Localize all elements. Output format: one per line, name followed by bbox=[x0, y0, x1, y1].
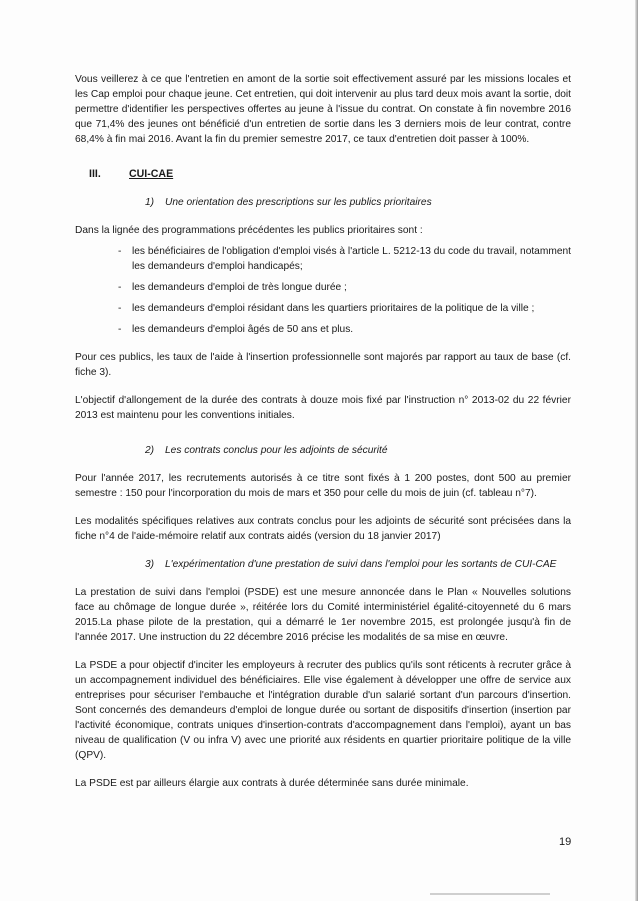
list-item: - les bénéficiaires de l'obligation d'emploi visés à l'article L. 5212-13 du code du travail, notamment les demandeurs d'emploi handicapés; bbox=[118, 246, 571, 272]
paragraph: Les modalités spécifiques relatives aux contrats conclus pour les adjoints de sécurité sont précisées dans la fiche n°4 de l'aide-mémoire relatif aux contrats aidés (version du 18 janvier 2017) bbox=[75, 516, 571, 542]
subsection-2-heading bbox=[145, 443, 571, 458]
list-item: - les demandeurs d'emploi âgés de 50 ans et plus. bbox=[118, 324, 354, 335]
priority-list bbox=[75, 244, 571, 337]
priority-lead: Dans la lignée des programmations précédentes les publics prioritaires sont : bbox=[75, 225, 423, 236]
paragraph: La PSDE est par ailleurs élargie aux contrats à durée déterminée sans durée minimale. bbox=[75, 778, 469, 789]
paragraph: Pour l'année 2017, les recrutements autorisés à ce titre sont fixés à 1 200 postes, dont 500 au premier semestre : 150 pour l'incorporation du mois de mars et 350 pour celle du mois de juin (cf. tableau n°7). bbox=[75, 473, 571, 499]
subsection-2-number: 2) bbox=[145, 445, 155, 456]
paragraph: La PSDE a pour objectif d'inciter les employeurs à recruter des publics qu'ils sont réticents à recruter grâce à un accompagnement individuel des bénéficiaires. Elle vise également à développer une offre de service aux entreprises pour sécuriser l'embauche et l'intégration durable d'un salarié sortant d'un parcours d'insertion. Sont concernés des demandeurs d'emploi de longue durée ou sortant de dispositifs d'insertion (insertion par l'activité économique, contrats uniques d'insertion-contrats d'accompagnement dans l'emploi), ayant un bas niveau de qualification (V ou infra V) avec une priorité aux résidents en quartier prioritaire politique de la ville (QPV). bbox=[75, 660, 571, 761]
section-title: CUI-CAE bbox=[129, 168, 174, 180]
list-item: - les demandeurs d'emploi résidant dans les quartiers prioritaires de la politique de la ville ; bbox=[118, 303, 535, 314]
section-heading bbox=[89, 167, 571, 182]
page-number: 19 bbox=[559, 836, 572, 848]
subsection-2-title: Les contrats conclus pour les adjoints de sécurité bbox=[165, 445, 388, 456]
page-body bbox=[75, 72, 571, 791]
intro-paragraph: Vous veillerez à ce que l'entretien en amont de la sortie soit effectivement assuré par les missions locales et les Cap emploi pour chaque jeune. Cet entretien, qui doit intervenir au plus tard deux mois avant la sortie, doit permettre d'identifier les perspectives offertes au jeune à l'issue du contrat. On constate à fin novembre 2016 que 71,4% des jeunes ont bénéficié d'un entretien de sortie dans les 3 derniers mois de leur contrat, contre 68,4% à fin mai 2016. Avant la fin du premier semestre 2017, ce taux d'entretien doit passer à 100%. bbox=[75, 74, 571, 145]
subsection-1-number: 1) bbox=[145, 197, 155, 208]
scan-artifact bbox=[430, 893, 550, 895]
section-number: III. bbox=[89, 168, 101, 180]
subsection-3-number: 3) bbox=[145, 559, 155, 570]
paragraph: L'objectif d'allongement de la durée des contrats à douze mois fixé par l'instruction n° 2013-02 du 22 février 2013 est maintenu pour les conventions initiales. bbox=[75, 395, 571, 421]
subsection-1-heading bbox=[145, 195, 571, 210]
paragraph: Pour ces publics, les taux de l'aide à l'insertion professionnelle sont majorés par rapport au taux de base (cf. fiche 3). bbox=[75, 352, 571, 378]
list-item: - les demandeurs d'emploi de très longue durée ; bbox=[118, 282, 347, 293]
subsection-1-title: Une orientation des prescriptions sur les publics prioritaires bbox=[165, 197, 432, 208]
subsection-3-heading bbox=[145, 557, 571, 572]
paragraph: La prestation de suivi dans l'emploi (PSDE) est une mesure annoncée dans le Plan « Nouvelles solutions face au chômage de longue durée », réitérée lors du Comité interministériel égalité-citoyenneté du 6 mars 2015.La phase pilote de la prestation, qui a démarré le 1er novembre 2015, est prolongée jusqu'à fin de l'année 2017. Une instruction du 22 décembre 2016 précise les modalités de sa mise en œuvre. bbox=[75, 587, 571, 643]
subsection-3-title: L'expérimentation d'une prestation de suivi dans l'emploi pour les sortants de CUI-CAE bbox=[165, 559, 557, 570]
